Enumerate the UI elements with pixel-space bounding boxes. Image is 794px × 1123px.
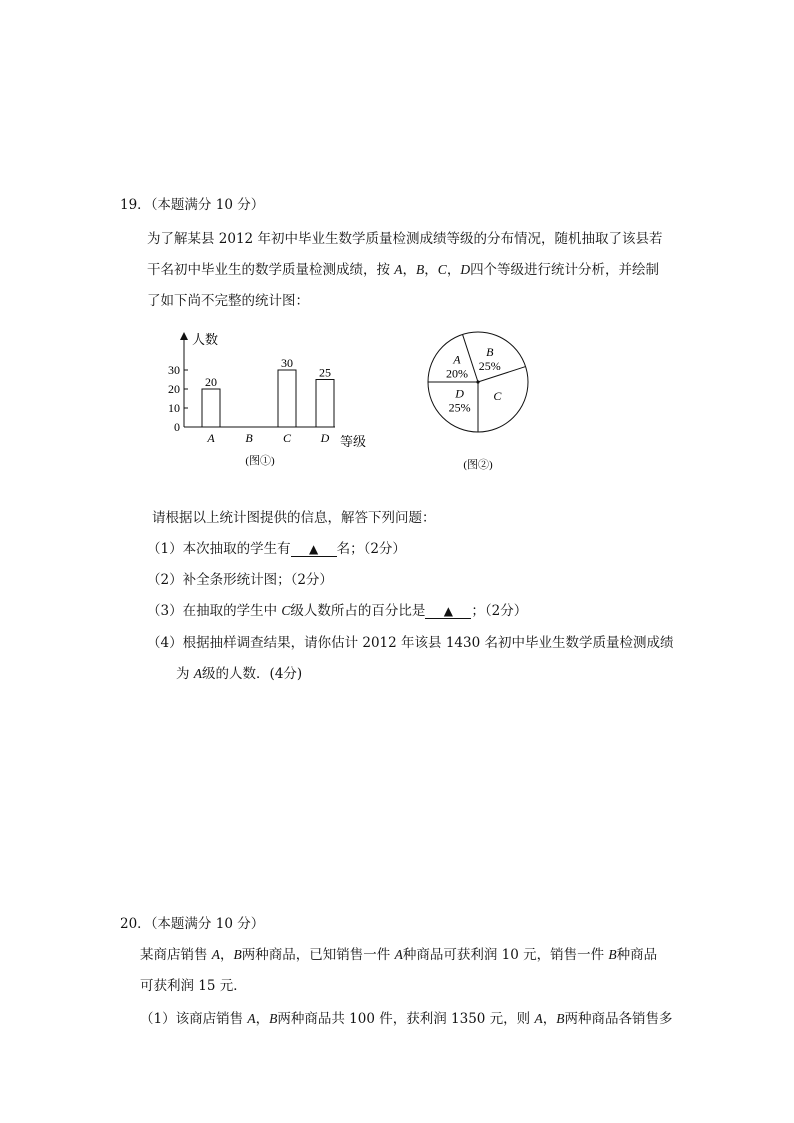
bar-value-label: 20 xyxy=(205,375,217,389)
bar-value-label: 30 xyxy=(281,356,293,370)
y-tick-label: 30 xyxy=(168,363,180,377)
q19-intro-line2: 干名初中毕业生的数学质量检测成绩，按 A，B，C，D四个等级进行统计分析，并绘制 xyxy=(147,262,660,278)
pie-chart xyxy=(405,325,550,480)
q20-header xyxy=(120,915,264,933)
q19-intro-line1: 为了解某县 2012 年初中毕业生数学质量检测成绩等级的分布情况，随机抽取了该县若 xyxy=(147,231,663,247)
pie-slice-percent: 20% xyxy=(445,366,468,381)
pie-slice-label: A xyxy=(453,352,461,367)
q19-sub4-line2: 为 A级的人数．(4分) xyxy=(176,666,303,682)
q20-score: （本题满分 10 分） xyxy=(150,916,265,932)
q19-score: （本题满分 10 分） xyxy=(150,197,265,213)
bar xyxy=(316,380,334,428)
q19-intro-line3: 了如下尚不完整的统计图： xyxy=(147,293,309,309)
answer-blank-3[interactable] xyxy=(425,604,471,619)
answer-blank-1[interactable] xyxy=(291,542,337,557)
grade-letter: D xyxy=(460,262,471,277)
q19-header xyxy=(120,196,264,214)
y-tick-label: 20 xyxy=(168,382,180,396)
pie-slice-label: B xyxy=(486,344,494,359)
q19-sub1: （1）本次抽取的学生有 ▲ 名；（2分） xyxy=(147,541,406,557)
q20-sub1: （1）该商店销售 A，B两种商品共 100 件，获利润 1350 元，则 A，B两种商品各销售多 xyxy=(140,1011,673,1027)
q20-line2: 可获利润 15 元． xyxy=(140,978,247,994)
y-axis-label: 人数 xyxy=(192,332,219,347)
grade-letter: C xyxy=(437,262,447,277)
triangle-marker-icon: ▲ xyxy=(443,604,454,618)
grade-letter: B xyxy=(416,262,425,277)
q20-line1: 某商店销售 A，B两种商品，已知销售一件 A种商品可获利润 10 元，销售一件 B种商品 xyxy=(140,947,658,963)
q19-number: 19． xyxy=(120,197,151,213)
grade-letter: A xyxy=(394,262,403,277)
q20-number: 20． xyxy=(120,916,151,932)
bar xyxy=(202,389,220,427)
triangle-marker-icon: ▲ xyxy=(308,542,319,556)
pie-slice-label: C xyxy=(493,389,502,404)
x-tick-label: A xyxy=(207,431,215,445)
x-tick-label: C xyxy=(282,431,292,445)
y-axis-arrow-icon xyxy=(180,332,188,340)
x-tick-label: D xyxy=(320,431,330,445)
pie-slice-label: D xyxy=(455,386,464,401)
q19-sub2: （2）补全条形统计图；（2分） xyxy=(147,572,333,588)
q19-sub4-line1: （4）根据抽样调查结果，请你估计 2012 年该县 1430 名初中毕业生数学质量检测成绩 xyxy=(147,635,674,651)
y-tick-label: 10 xyxy=(168,401,180,415)
bar-value-label: 25 xyxy=(319,365,331,380)
bar-chart xyxy=(150,322,390,482)
pie-center-dot xyxy=(476,380,479,383)
x-tick-label: B xyxy=(245,431,253,445)
pie-slice-percent: 25% xyxy=(448,400,471,415)
q19-sub3: （3）在抽取的学生中 C级人数所占的百分比是 ▲ ；（2分） xyxy=(147,603,528,619)
pie-slice-percent: 25% xyxy=(478,358,501,373)
bar xyxy=(278,370,296,427)
figure-caption: (图②) xyxy=(463,459,493,471)
x-axis-label: 等级 xyxy=(340,434,367,449)
y-tick-label: 0 xyxy=(174,420,180,434)
q19-prompt: 请根据以上统计图提供的信息，解答下列问题： xyxy=(152,510,436,526)
figure-caption: (图①) xyxy=(245,455,275,467)
